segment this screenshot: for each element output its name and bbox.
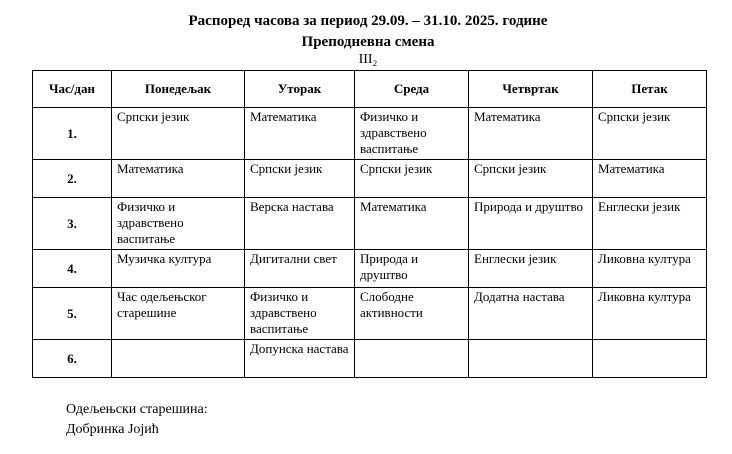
lesson-cell: Природа и друштво	[469, 198, 593, 250]
lesson-cell: Природа и друштво	[355, 250, 469, 288]
table-row	[33, 340, 707, 378]
column-header-monday: Понедељак	[112, 71, 245, 108]
table-row	[33, 250, 707, 288]
lesson-cell: Српски језик	[112, 108, 245, 160]
period-number: 2.	[33, 160, 112, 198]
schedule-table	[32, 70, 707, 378]
lesson-cell: Математика	[469, 108, 593, 160]
class-teacher-name: Добринка Јојић	[66, 422, 159, 437]
column-header-tuesday: Уторак	[245, 71, 355, 108]
column-header-wednesday: Среда	[355, 71, 469, 108]
table-row	[33, 288, 707, 340]
lesson-cell: Физичко и здравствено васпитање	[112, 198, 245, 250]
lesson-cell: Српски језик	[593, 108, 707, 160]
lesson-cell: Математика	[355, 198, 469, 250]
lesson-cell: Српски језик	[469, 160, 593, 198]
lesson-cell	[469, 340, 593, 378]
column-header-thursday: Четвртак	[469, 71, 593, 108]
period-number: 5.	[33, 288, 112, 340]
table-row	[33, 108, 707, 160]
table-row	[33, 198, 707, 250]
lesson-cell	[355, 340, 469, 378]
table-row	[33, 160, 707, 198]
lesson-cell	[112, 340, 245, 378]
lesson-cell: Дигитални свет	[245, 250, 355, 288]
class-teacher-label: Одељењски старешина:	[66, 402, 208, 417]
lesson-cell	[593, 340, 707, 378]
lesson-cell: Српски језик	[245, 160, 355, 198]
lesson-cell: Српски језик	[355, 160, 469, 198]
lesson-cell: Физичко и здравствено васпитање	[355, 108, 469, 160]
period-number: 1.	[33, 108, 112, 160]
column-header-friday: Петак	[593, 71, 707, 108]
lesson-cell: Ликовна култура	[593, 250, 707, 288]
lesson-cell: Верска настава	[245, 198, 355, 250]
lesson-cell: Енглески језик	[469, 250, 593, 288]
lesson-cell: Математика	[593, 160, 707, 198]
column-header-period: Час/дан	[33, 71, 112, 108]
table-header-row	[33, 71, 707, 108]
lesson-cell: Математика	[245, 108, 355, 160]
period-number: 4.	[33, 250, 112, 288]
lesson-cell: Музичка култура	[112, 250, 245, 288]
lesson-cell: Слободне активности	[355, 288, 469, 340]
lesson-cell: Додатна настава	[469, 288, 593, 340]
page-title: Распоред часова за период 29.09. – 31.10. 2025. године	[188, 13, 548, 29]
lesson-cell: Допунска настава	[245, 340, 355, 378]
lesson-cell: Енглески језик	[593, 198, 707, 250]
period-number: 3.	[33, 198, 112, 250]
lesson-cell: Математика	[112, 160, 245, 198]
shift-label: Преподневна смена	[301, 34, 435, 50]
lesson-cell: Час одељењског старешине	[112, 288, 245, 340]
lesson-cell: Физичко и здравствено васпитање	[245, 288, 355, 340]
class-label: III₂	[358, 52, 378, 67]
lesson-cell: Ликовна култура	[593, 288, 707, 340]
period-number: 6.	[33, 340, 112, 378]
